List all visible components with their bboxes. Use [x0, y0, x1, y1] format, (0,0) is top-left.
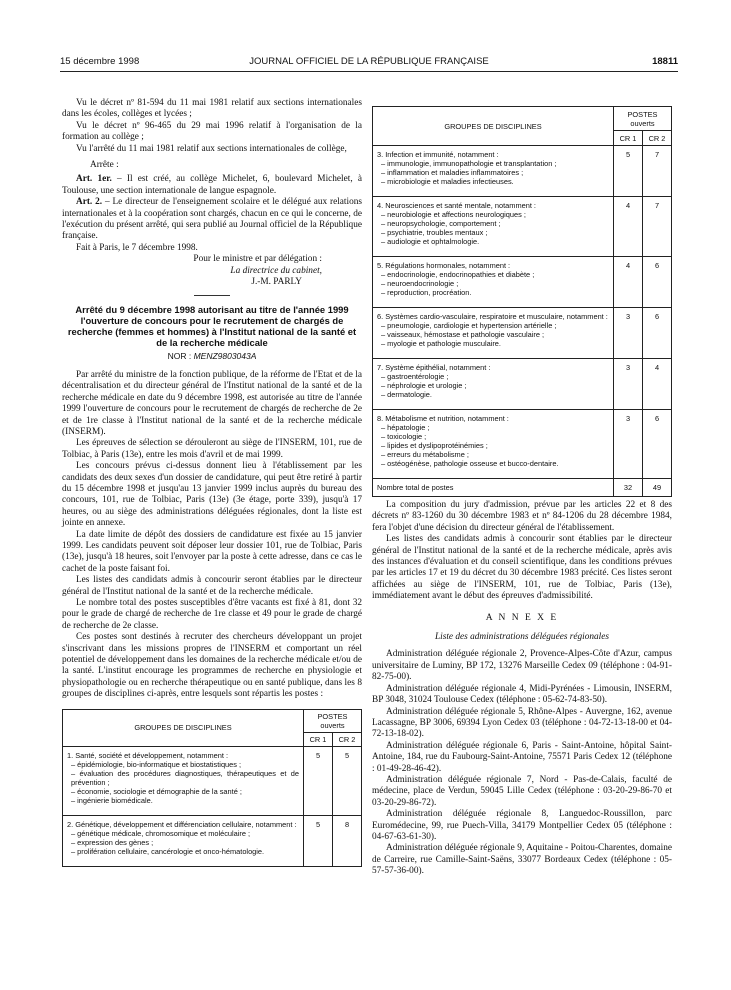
total-cr2: 49 — [643, 479, 672, 497]
discipline-item: – inflammation et maladies inflammatoires ; — [381, 168, 524, 177]
discipline-item: – erreurs du métabolisme ; — [381, 450, 469, 459]
postes-label: POSTES — [627, 109, 658, 119]
discipline-item: – évaluation des procédures diagnostiques, thérapeutiques et de prévention ; — [71, 768, 299, 787]
article-2-text: – Le directeur de l'enseignement scolaire et le délégué aux relations internationales et à la coopération sont chargés, chacun en ce qui le concerne, de l'exécution du présent arrêté, qui sera publié au Journal officiel de la République française. — [62, 197, 362, 242]
header-journal-title: JOURNAL OFFICIEL DE LA RÉPUBLIQUE FRANÇAISE — [249, 56, 489, 67]
paragraph-4: La date limite de dépôt des dossiers de candidature est fixée au 15 janvier 1999. Les candidats peuvent soit déposer leur dossier 101, rue de Tolbiac, Paris (13e), jusqu'à 18 heures, soit l'envoyer par la poste à cette adresse, dans ce cas le cachet de la poste faisant foi. — [62, 529, 362, 574]
postes-cr2: 6 — [643, 410, 672, 479]
discipline-item: – microbiologie et maladies infectieuses. — [381, 177, 514, 186]
table-row — [373, 197, 672, 257]
discipline-item: – neurobiologie et affections neurologiques ; — [381, 210, 526, 219]
discipline-group — [63, 815, 304, 866]
discipline-group-title: 3. Infection et immunité, notamment : — [377, 150, 499, 159]
discipline-group-title: 5. Régulations hormonales, notamment : — [377, 261, 511, 270]
discipline-item: – ingénierie biomédicale. — [71, 795, 153, 805]
administrations-list — [372, 649, 672, 877]
discipline-group-title: 6. Systèmes cardio-vasculaire, respiratoire et musculaire, notamment : — [377, 312, 608, 321]
discipline-group — [373, 197, 614, 257]
discipline-group-title: 8. Métabolisme et nutrition, notamment : — [377, 414, 509, 423]
paragraph-vu-3: Vu l'arrêté du 11 mai 1981 relatif aux sections internationales de collège, — [76, 143, 347, 154]
header-rule — [60, 71, 678, 72]
nor-label: NOR : — [167, 350, 194, 361]
disciplines-table-left — [62, 709, 362, 867]
postes-cr1: 4 — [614, 257, 643, 308]
table-header-cr1: CR 1 — [614, 131, 643, 146]
postes-cr2: 6 — [643, 308, 672, 359]
administration-entry: Administration déléguée régionale 9, Aquitaine - Poitou-Charentes, domaine de Carreire, rue Camille-Saint-Saëns, 33077 Bordeaux Cedex (téléphone : 05-57-57-36-00). — [372, 843, 672, 877]
paragraph-vu-1: Vu le décret nº 81-594 du 11 mai 1981 relatif aux sections internationales dans les écoles, collèges et lycées ; — [62, 98, 362, 120]
paragraph-1: Par arrêté du ministre de la fonction publique, de la réforme de l'Etat et de la décentralisation et du directeur général de l'Institut national de la santé et de la recherche médicale en date du 9 décembre 1998, est autorisée au titre de l'année 1999 l'ouverture de concours pour le recrutement de chargés de recherche de 2e et de 1re classe à l'Institut national de la santé et de la recherche médicale (INSERM). — [62, 369, 362, 437]
discipline-item: – néphrologie et urologie ; — [381, 381, 467, 390]
article-1-label: Art. 1er. — [76, 174, 112, 185]
paragraph-jury: La composition du jury d'admission, prévue par les articles 22 et 8 des décrets nº 83-1260 du 30 décembre 1983 et nº 84-1206 du 28 décembre 1984, fera l'objet d'une décision du directeur général de l'établissement. — [372, 500, 672, 533]
signature-line-1: Pour le ministre et par délégation : — [193, 254, 322, 265]
table-row — [373, 308, 672, 359]
administration-entry: Administration déléguée régionale 5, Rhône-Alpes - Auvergne, 162, avenue Lacassagne, BP 3006, 69394 Lyon Cedex 03 (téléphone : 04-72-13-18-00 et 04-72-13-18-02). — [372, 706, 672, 740]
nor-reference — [62, 351, 362, 362]
postes-cr2: 8 — [333, 815, 362, 866]
discipline-group — [373, 308, 614, 359]
article-1 — [62, 174, 362, 197]
postes-cr1: 4 — [614, 197, 643, 257]
paragraph-5: Les listes des candidats admis à concourir seront établies par le directeur général de l'Institut national de la santé et de la recherche médicale. — [62, 575, 362, 597]
paragraph-6: Le nombre total des postes susceptibles d'être vacants est fixé à 81, dont 32 pour le grade de chargé de recherche de 1re classe et 49 pour le grade de chargé de recherche de 2e classe. — [62, 598, 362, 631]
paragraph-2: Les épreuves de sélection se dérouleront au siège de l'INSERM, 101, rue de Tolbiac, à Paris (13e), entre les mois d'avril et de mai 1999. — [62, 438, 362, 460]
discipline-item: – vaisseaux, hémostase et pathologie vasculaire ; — [381, 330, 545, 339]
right-column — [372, 106, 672, 878]
discipline-group — [63, 746, 304, 815]
administration-entry: Administration déléguée régionale 2, Provence-Alpes-Côte d'Azur, campus universitaire de Luminy, BP 172, 13276 Marseille Cedex 09 (téléphone : 04-91-82-75-00). — [372, 649, 672, 683]
table-header-postes — [614, 107, 672, 131]
administration-entry: Administration déléguée régionale 7, Nord - Pas-de-Calais, faculté de médecine, place de Verdun, 59045 Lille Cedex (téléphone : 03-20-29-86-70 et 03-20-29-86-72). — [372, 774, 672, 808]
discipline-item: – neuroendocrinologie ; — [381, 279, 459, 288]
postes-cr1: 5 — [304, 746, 333, 815]
annexe-subtitle: Liste des administrations déléguées régionales — [434, 632, 610, 643]
postes-cr1: 5 — [304, 815, 333, 866]
header-page-number: 18811 — [652, 56, 678, 67]
table-row — [373, 257, 672, 308]
annexe-heading: A N N E X E — [485, 612, 559, 623]
discipline-item: – pneumologie, cardiologie et hypertension artérielle ; — [381, 321, 557, 330]
article-1-text: – Il est créé, au collège Michelet, 6, boulevard Michelet, à Toulouse, une section internationale de langue espagnole. — [62, 174, 362, 196]
table-row — [373, 146, 672, 197]
table-row — [63, 746, 362, 815]
discipline-group-title: 1. Santé, société et développement, notamment : — [67, 750, 229, 760]
table-header-groups: GROUPES DE DISCIPLINES — [63, 709, 304, 746]
discipline-item: – gastroentérologie ; — [381, 372, 449, 381]
discipline-group-title: 7. Système épithélial, notamment : — [377, 363, 491, 372]
total-label: Nombre total de postes — [373, 479, 614, 497]
paragraph-7: Ces postes sont destinés à recruter des chercheurs développant un projet s'inscrivant dans les missions propres de l'INSERM et comportant un réel potentiel de développement dans les domaines de la recherche médicale et/ou de la santé. L'institut encourage les programmes de recherche en physiologie et physiopathologie ou en recherche thérapeutique ou en santé publique, dans les 8 groupes de disciplines ci-après, entre lesquels sont répartis les postes : — [62, 632, 362, 700]
table-header-cr2: CR 2 — [333, 732, 362, 746]
discipline-item: – économie, sociologie et démographie de la santé ; — [71, 786, 242, 796]
discipline-item: – génétique médicale, chromosomique et moléculaire ; — [71, 828, 251, 838]
discipline-item: – ostéogénèse, pathologie osseuse et bucco-dentaire. — [381, 459, 559, 468]
nor-code: MENZ9803043A — [193, 350, 257, 361]
disciplines-table-right — [372, 106, 672, 497]
table-header-cr1: CR 1 — [304, 732, 333, 746]
discipline-item: – toxicologie ; — [381, 432, 427, 441]
arrete-label: Arrête : — [90, 160, 119, 171]
postes-cr1: 5 — [614, 146, 643, 197]
ouverts-label: ouverts — [630, 118, 655, 128]
postes-label: POSTES — [317, 711, 348, 721]
discipline-group — [373, 410, 614, 479]
discipline-item: – épidémiologie, bio-informatique et biostatistiques ; — [71, 759, 242, 769]
postes-cr2: 4 — [643, 359, 672, 410]
discipline-item: – lipides et dyslipoprotéinémies ; — [381, 441, 488, 450]
table-header-groups: GROUPES DE DISCIPLINES — [373, 107, 614, 146]
table-header-cr2: CR 2 — [643, 131, 672, 146]
arrete-title: Arrêté du 9 décembre 1998 autorisant au titre de l'année 1999 l'ouverture de concours pour le recrutement de chargés de recherche (femmes et hommes) à l'Institut national de la santé et de la recherche médicale — [67, 303, 357, 348]
postes-cr1: 3 — [614, 359, 643, 410]
fait-a-paris: Fait à Paris, le 7 décembre 1998. — [76, 242, 198, 253]
discipline-item: – prolifération cellulaire, cancérologie et onco-hématologie. — [71, 846, 265, 856]
signature-name: J.-M. PARLY — [251, 277, 302, 288]
paragraph-listes: Les listes des candidats admis à concourir sont établies par le directeur général de l'Institut national de la santé et de la recherche médicale, après avis des instances d'évaluation et du conseil scientifique, dans les conditions prévues par les articles 17 et 19 du décret du 30 décembre 1983 précité. Ces listes seront affichées au siège de l'INSERM, 101, rue de Tolbiac, Paris (13e), immédiatement avant le début des épreuves d'admissibilité. — [372, 534, 672, 602]
ouverts-label: ouverts — [320, 720, 345, 730]
table-row — [373, 359, 672, 410]
table-body-right — [373, 146, 672, 479]
discipline-item: – psychiatrie, troubles mentaux ; — [381, 228, 488, 237]
table-row — [63, 815, 362, 866]
paragraph-vu-2: Vu le décret nº 96-465 du 29 mai 1996 relatif à l'organisation de la formation au collège ; — [62, 120, 362, 143]
administration-entry: Administration déléguée régionale 6, Paris - Saint-Antoine, hôpital Saint-Antoine, 184, rue du Faubourg-Saint-Antoine, 75571 Paris Cedex 12 (téléphone : 01-49-28-46-42). — [372, 740, 672, 774]
discipline-group — [373, 257, 614, 308]
separator-line — [194, 295, 230, 296]
header-date: 15 décembre 1998 — [60, 56, 140, 67]
administration-entry: Administration déléguée régionale 4, Midi-Pyrénées - Limousin, INSERM, BP 3048, 31024 Toulouse Cedex (téléphone : 05-62-74-83-50). — [372, 683, 672, 706]
discipline-group-title: 2. Génétique, développement et différenciation cellulaire, notamment : — [67, 819, 297, 829]
discipline-item: – hépatologie ; — [381, 423, 430, 432]
discipline-item: – endocrinologie, endocrinopathies et diabète ; — [381, 270, 535, 279]
discipline-item: – dermatologie. — [381, 390, 432, 399]
postes-cr2: 5 — [333, 746, 362, 815]
discipline-item: – myologie et pathologie musculaire. — [381, 339, 501, 348]
table-row — [373, 410, 672, 479]
postes-cr2: 6 — [643, 257, 672, 308]
discipline-item: – reproduction, procréation. — [381, 288, 472, 297]
signature-line-2: La directrice du cabinet, — [230, 265, 322, 276]
postes-cr1: 3 — [614, 308, 643, 359]
postes-cr1: 3 — [614, 410, 643, 479]
article-2-label: Art. 2. — [76, 197, 103, 208]
postes-cr2: 7 — [643, 197, 672, 257]
discipline-item: – audiologie et ophtalmologie. — [381, 237, 480, 246]
table-body-left — [63, 746, 362, 866]
left-column — [62, 98, 362, 867]
article-2 — [62, 197, 362, 243]
administration-entry: Administration déléguée régionale 8, Languedoc-Roussillon, parc Euromédecine, 99, rue Puech-Villa, 34179 Montpellier Cedex 05 (téléphone : 04-67-63-61-30). — [372, 809, 672, 842]
table-header-postes — [304, 709, 362, 732]
postes-cr2: 7 — [643, 146, 672, 197]
total-cr1: 32 — [614, 479, 643, 497]
discipline-item: – immunologie, immunopathologie et transplantation ; — [381, 159, 557, 168]
discipline-item: – expression des gènes ; — [71, 837, 154, 847]
discipline-group — [373, 146, 614, 197]
table-total-row — [373, 479, 672, 497]
paragraph-3: Les concours prévus ci-dessus donnent lieu à l'établissement par les candidats des deux sexes d'un dossier de candidature, qui peut être retiré à partir du 15 décembre 1998 et jusqu'au 13 janvier 1999 inclus auprès du bureau des concours, 101, rue de Tolbiac, Paris (13e) (3e étage, porte 339), jusqu'à 17 heures, ou au siège des administrations déléguées régionales, dont la liste est jointe en annexe. — [62, 461, 362, 529]
discipline-group — [373, 359, 614, 410]
discipline-item: – neuropsychologie, comportement ; — [381, 219, 501, 228]
page-header — [60, 56, 678, 70]
discipline-group-title: 4. Neurosciences et santé mentale, notamment : — [377, 201, 536, 210]
